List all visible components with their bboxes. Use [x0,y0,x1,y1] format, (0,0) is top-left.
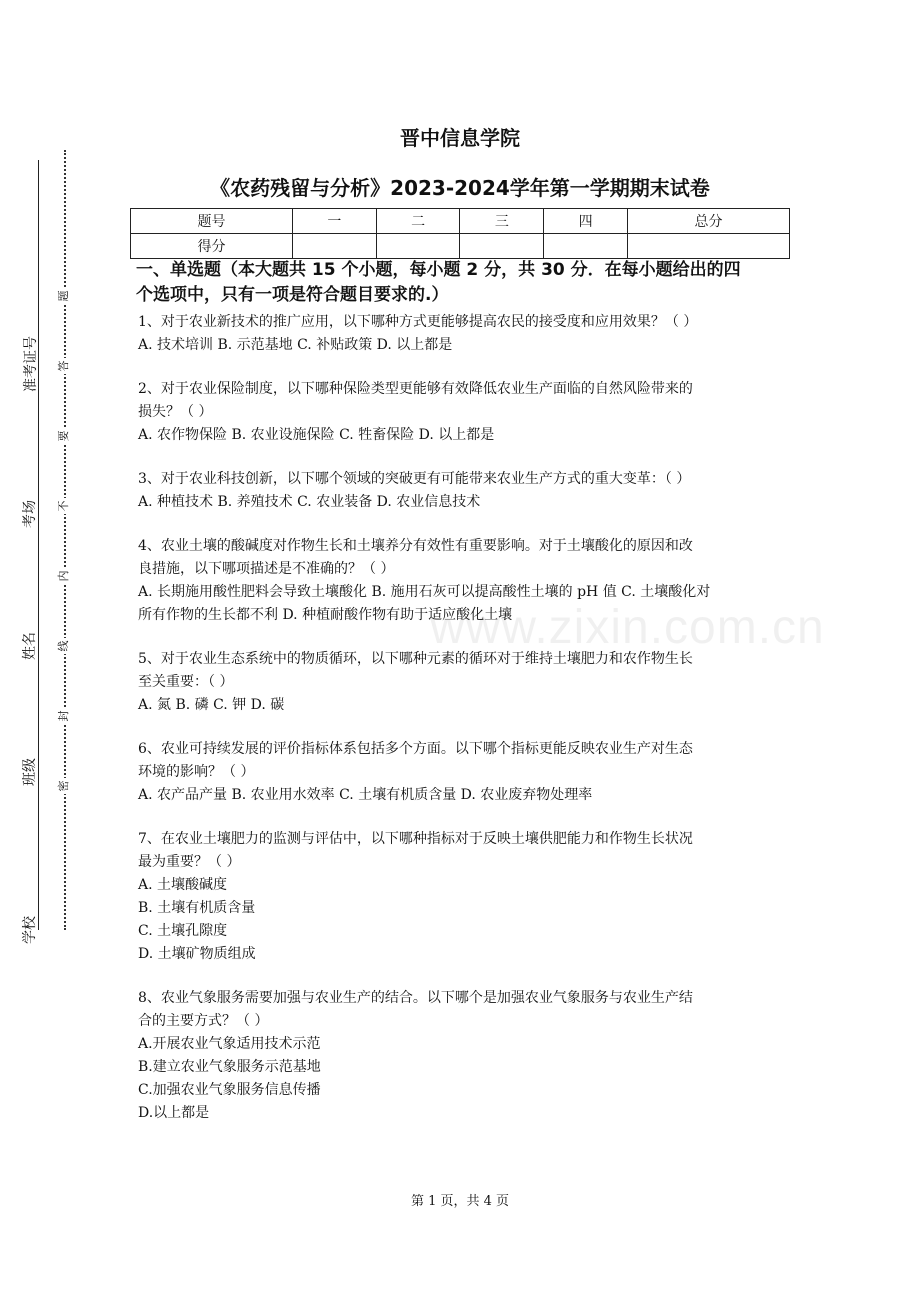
question-options: A. 农作物保险 B. 农业设施保险 C. 牲畜保险 D. 以上都是 [138,427,495,443]
score-table-score-row [131,234,790,259]
question-stem: 合的主要方式？（ ） [138,1013,269,1029]
question-stem: 1、对于农业新技术的推广应用，以下哪种方式更能够提高农民的接受度和应用效果？（ ） [138,314,698,330]
question-stem: 良措施，以下哪项描述是不准确的？（ ） [138,561,395,577]
question-item [138,648,788,717]
score-header-cell: 总分 [628,209,790,234]
question-item [138,535,788,627]
seal-char: 线 [56,638,72,654]
question-stem: 最为重要？（ ） [138,854,241,870]
question-options: A. 农产品产量 B. 农业用水效率 C. 土壤有机质含量 D. 农业废弃物处理率 [138,787,593,803]
question-stem: 8、农业气象服务需要加强与农业生产的结合。以下哪个是加强农业气象服务与农业生产结 [138,990,693,1006]
exam-title: 《农药残留与分析》2023-2024学年第一学期期末试卷 [210,176,710,200]
question-options: B.建立农业气象服务示范基地 [138,1059,321,1075]
question-options: 所有作物的生长都不利 D. 种植耐酸作物有助于适应酸化土壤 [138,607,513,623]
question-options: C.加强农业气象服务信息传播 [138,1082,321,1098]
score-table [130,208,790,259]
question-options: A.开展农业气象适用技术示范 [138,1036,321,1052]
score-table-header-row [131,209,790,234]
question-item [138,378,788,447]
question-options: D.以上都是 [138,1105,210,1121]
section-heading [136,258,788,308]
field-school: 学校 [22,916,38,944]
score-header-cell: 题号 [131,209,293,234]
question-stem: 2、对于农业保险制度，以下哪种保险类型更能够有效降低农业生产面临的自然风险带来的 [138,381,693,397]
exam-content [138,258,788,1125]
question-stem: 6、农业可持续发展的评价指标体系包括多个方面。以下哪个指标更能反映农业生产对生态 [138,741,693,757]
seal-char: 密 [56,778,72,794]
question-options: A. 土壤酸碱度 [138,877,228,893]
score-cell [460,234,544,259]
question-options: D. 土壤矿物质组成 [138,946,256,962]
question-list [138,311,788,1125]
seal-char: 不 [56,498,72,514]
watermark: www.zixin.com.cn [430,601,825,654]
fill-in-line [38,160,39,930]
question-options: A. 长期施用酸性肥料会导致土壤酸化 B. 施用石灰可以提高酸性土壤的 pH 值 C. 土壤酸化对 [138,584,711,600]
question-stem: 5、对于农业生态系统中的物质循环，以下哪种元素的循环对于维持土壤肥力和农作物生长 [138,651,693,667]
question-item [138,468,788,514]
binding-sidebar [0,140,80,960]
question-stem: 至关重要：（ ） [138,674,234,690]
question-stem: 环境的影响？（ ） [138,764,255,780]
score-row-label: 得分 [131,234,293,259]
score-header-cell: 一 [292,209,376,234]
field-name: 姓名 [22,632,38,660]
score-cell [292,234,376,259]
school-name: 晋中信息学院 [400,126,520,150]
question-item [138,828,788,966]
section-heading-line: 个选项中，只有一项是符合题目要求的.） [136,285,449,305]
score-cell [628,234,790,259]
question-options: A. 氮 B. 磷 C. 钾 D. 碳 [138,697,285,713]
question-stem: 4、农业土壤的酸碱度对作物生长和土壤养分有效性有重要影响。对于土壤酸化的原因和改 [138,538,693,554]
seal-char: 答 [56,358,72,374]
score-header-cell: 四 [544,209,628,234]
question-item [138,987,788,1125]
page-footer: 第 1 页，共 4 页 [410,1194,510,1209]
question-stem: 3、对于农业科技创新，以下哪个领域的突破更有可能带来农业生产方式的重大变革：（ ） [138,471,691,487]
question-stem: 损失？（ ） [138,404,213,420]
question-item [138,311,788,357]
seal-dotted-line [64,150,66,930]
question-options: B. 土壤有机质含量 [138,900,256,916]
seal-char: 内 [56,568,72,584]
seal-char: 封 [56,708,72,724]
question-options: C. 土壤孔隙度 [138,923,228,939]
question-stem: 7、在农业土壤肥力的监测与评估中，以下哪种指标对于反映土壤供肥能力和作物生长状况 [138,831,693,847]
question-item [138,738,788,807]
field-exam-room: 考场 [22,500,38,528]
question-options: A. 技术培训 B. 示范基地 C. 补贴政策 D. 以上都是 [138,337,453,353]
seal-char: 题 [56,288,72,304]
seal-char: 要 [56,428,72,444]
score-cell [544,234,628,259]
section-heading-line: 一、单选题（本大题共 15 个小题，每小题 2 分，共 30 分．在每小题给出的四 [136,260,741,280]
field-exam-number: 准考证号 [23,336,39,392]
score-cell [376,234,460,259]
score-header-cell: 二 [376,209,460,234]
field-class: 班级 [22,758,38,786]
score-header-cell: 三 [460,209,544,234]
question-options: A. 种植技术 B. 养殖技术 C. 农业装备 D. 农业信息技术 [138,494,481,510]
